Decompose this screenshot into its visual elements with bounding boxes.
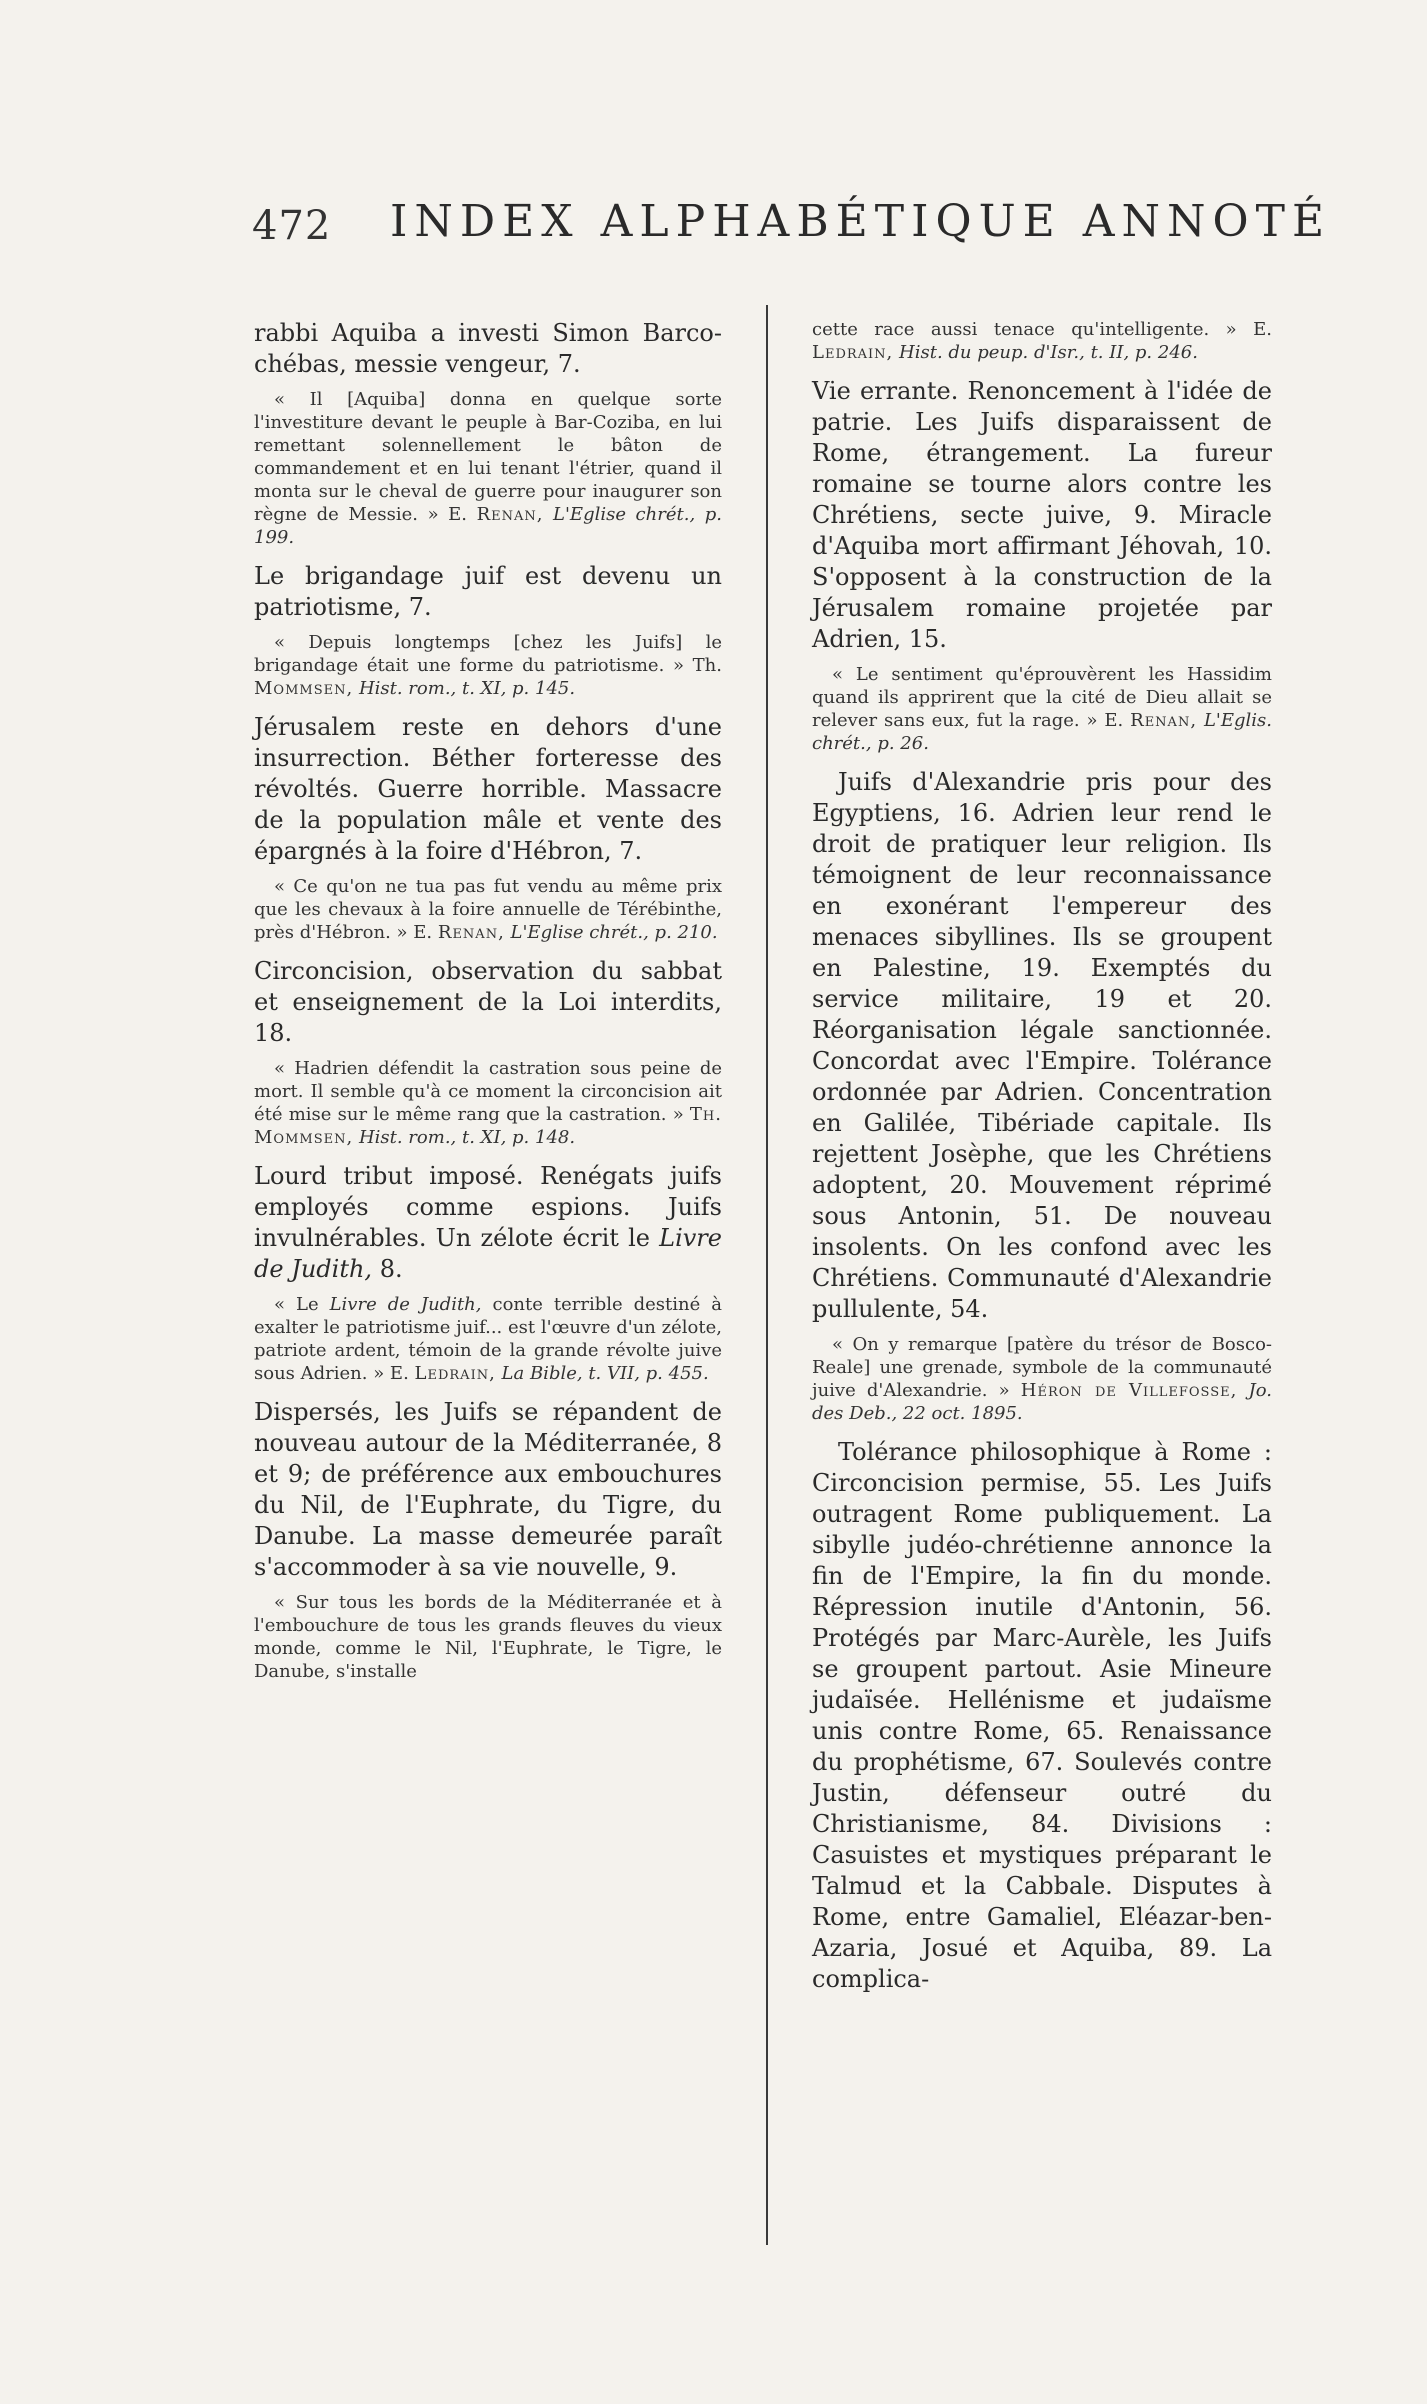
- quote-work: L'Eglise chrét., p. 199.: [254, 504, 722, 548]
- quote-author: Renan,: [437, 922, 505, 943]
- entry-work: Livre de Judith,: [254, 1224, 722, 1283]
- quote-author: Renan,: [1130, 710, 1198, 731]
- quote-text: « Hadrien défendit la castration sous peine de mort. Il semble qu'à ce moment la circoncision ait été mise sur le même rang que la castration. »: [254, 1058, 722, 1125]
- quote-work: Hist. du peup. d'Isr., t. II, p. 246.: [899, 342, 1198, 363]
- quotation: [254, 1293, 722, 1385]
- index-entry: Vie errante. Renoncement à l'idée de patrie. Les Juifs disparaissent de Rome, étrangement. La fureur romaine se tourne alors contre les Chrétiens, secte juive, 9. Miracle d'Aquiba mort affirmant Jéhovah, 10. S'opposent à la construction de la Jérusalem romaine projetée par Adrien, 15.: [812, 377, 1272, 653]
- right-column: [812, 318, 1272, 2003]
- quote-text: « Depuis longtemps [chez les Juifs] le brigandage était une forme du patriotisme. » Th.: [254, 632, 722, 676]
- index-entry: Le brigandage juif est devenu un patriotisme, 7.: [254, 562, 722, 621]
- quotation: « Sur tous les bords de la Méditerranée et à l'embouchure de tous les grands fleuves du vieux monde, comme le Nil, l'Euphrate, le Tigre, le Danube, s'installe: [254, 1592, 722, 1682]
- quote-text: « Le: [274, 1294, 319, 1315]
- quotation: [254, 1057, 722, 1149]
- quote-work: Hist. rom., t. XI, p. 148.: [358, 1127, 576, 1148]
- index-entry: Circoncision, observation du sabbat et enseignement de la Loi interdits, 18.: [254, 957, 722, 1047]
- quotation: [254, 875, 722, 944]
- quote-author: Héron de Villefosse,: [1020, 1380, 1238, 1401]
- left-column: [254, 318, 722, 1695]
- quote-work: L'Eglis. chrét., p. 26.: [812, 710, 1272, 754]
- quote-text: « On y remarque [patère du trésor de Bosco-Reale] une grenade, symbole de la communauté juive d'Alexandrie. »: [812, 1334, 1272, 1401]
- index-entry: Jérusalem reste en dehors d'une insurrection. Béther forteresse des révoltés. Guerre horrible. Massacre de la population mâle et vente des épargnés à la foire d'Hébron, 7.: [254, 713, 722, 865]
- quote-author: Ledrain,: [812, 342, 894, 363]
- index-entry: Dispersés, les Juifs se répandent de nouveau autour de la Méditerranée, 8 et 9; de préférence aux embouchures du Nil, de l'Euphrate, du Tigre, du Danube. La masse demeurée paraît s'accommoder à sa vie nouvelle, 9.: [254, 1398, 722, 1581]
- index-entry: [254, 1161, 722, 1285]
- index-entry: Juifs d'Alexandrie pris pour des Egyptiens, 16. Adrien leur rend le droit de pratiquer leur religion. Ils témoignent de leur reconnaissance en exonérant l'empereur des menaces sibyllines. Ils se groupent en Palestine, 19. Exemptés du service militaire, 19 et 20. Réorganisation légale sanctionnée. Concordat avec l'Empire. Tolérance ordonnée par Adrien. Concentration en Galilée, Tibériade capitale. Ils rejettent Josèphe, que les Chrétiens adoptent, 20. Mouvement réprimé sous Antonin, 51. De nouveau insolents. On les confond avec les Chrétiens. Communauté d'Alexandrie pullulente, 54.: [812, 768, 1272, 1323]
- page-number: 472: [252, 203, 332, 249]
- quotation: [812, 1333, 1272, 1425]
- column-rule: [766, 305, 768, 2245]
- quotation: [254, 631, 722, 700]
- quote-text: « Ce qu'on ne tua pas fut vendu au même prix que les chevaux à la foire annuelle de Térébinthe, près d'Hébron. » E.: [254, 876, 722, 943]
- quote-author: Th. Mommsen,: [254, 1104, 722, 1148]
- entry-page: 8.: [379, 1255, 403, 1283]
- quote-author: Mommsen,: [254, 678, 354, 699]
- quote-work: La Bible, t. VII, p. 455.: [501, 1363, 709, 1384]
- index-entry: rabbi Aquiba a investi Simon Barco-chébas, messie vengeur, 7.: [254, 319, 722, 378]
- index-entry: Tolérance philosophique à Rome : Circoncision permise, 55. Les Juifs outragent Rome publiquement. La sibylle judéo-chrétienne annonce la fin de l'Empire, la fin du monde. Répression inutile d'Antonin, 56. Protégés par Marc-Aurèle, les Juifs se groupent partout. Asie Mineure judaïsée. Hellénisme et judaïsme unis contre Rome, 65. Renaissance du prophétisme, 67. Soulevés contre Justin, défenseur outré du Christianisme, 84. Divisions : Casuistes et mystiques préparant le Talmud et la Cabbale. Disputes à Rome, entre Gamaliel, Eléazar-ben-Azaria, Josué et Aquiba, 89. La complica-: [812, 1438, 1272, 1993]
- quote-work: L'Eglise chrét., p. 210.: [510, 922, 718, 943]
- quote-work: Livre de Judith,: [329, 1294, 482, 1315]
- quote-author: Ledrain,: [414, 1363, 496, 1384]
- running-head: INDEX ALPHABÉTIQUE ANNOTÉ: [390, 196, 1332, 247]
- quotation: [812, 318, 1272, 364]
- quote-author: Renan,: [476, 504, 544, 525]
- entry-text: Lourd tribut imposé. Renégats juifs employés comme espions. Juifs invulnérables. Un zélote écrit le: [254, 1162, 722, 1252]
- quote-text: conte terrible destiné à exalter le patriotisme juif... est l'œuvre d'un zélote, patriote ardent, témoin de la grande révolte juive sous Adrien. » E.: [254, 1294, 722, 1384]
- quotation: [254, 388, 722, 549]
- quotation: [812, 663, 1272, 755]
- quote-text: « Il [Aquiba] donna en quelque sorte l'investiture devant le peuple à Bar-Coziba, en lui remettant solennellement le bâton de commandement et en lui tenant l'étrier, quand il monta sur le cheval de guerre pour inaugurer son règne de Messie. » E.: [254, 389, 722, 525]
- quote-work: Jo. des Deb., 22 oct. 1895.: [812, 1380, 1272, 1424]
- quote-work: Hist. rom., t. XI, p. 145.: [358, 678, 576, 699]
- quote-text: cette race aussi tenace qu'intelligente. » E.: [812, 319, 1272, 340]
- quote-text: « Le sentiment qu'éprouvèrent les Hassidim quand ils apprirent que la cité de Dieu allait se relever sans eux, fut la rage. » E.: [812, 664, 1272, 731]
